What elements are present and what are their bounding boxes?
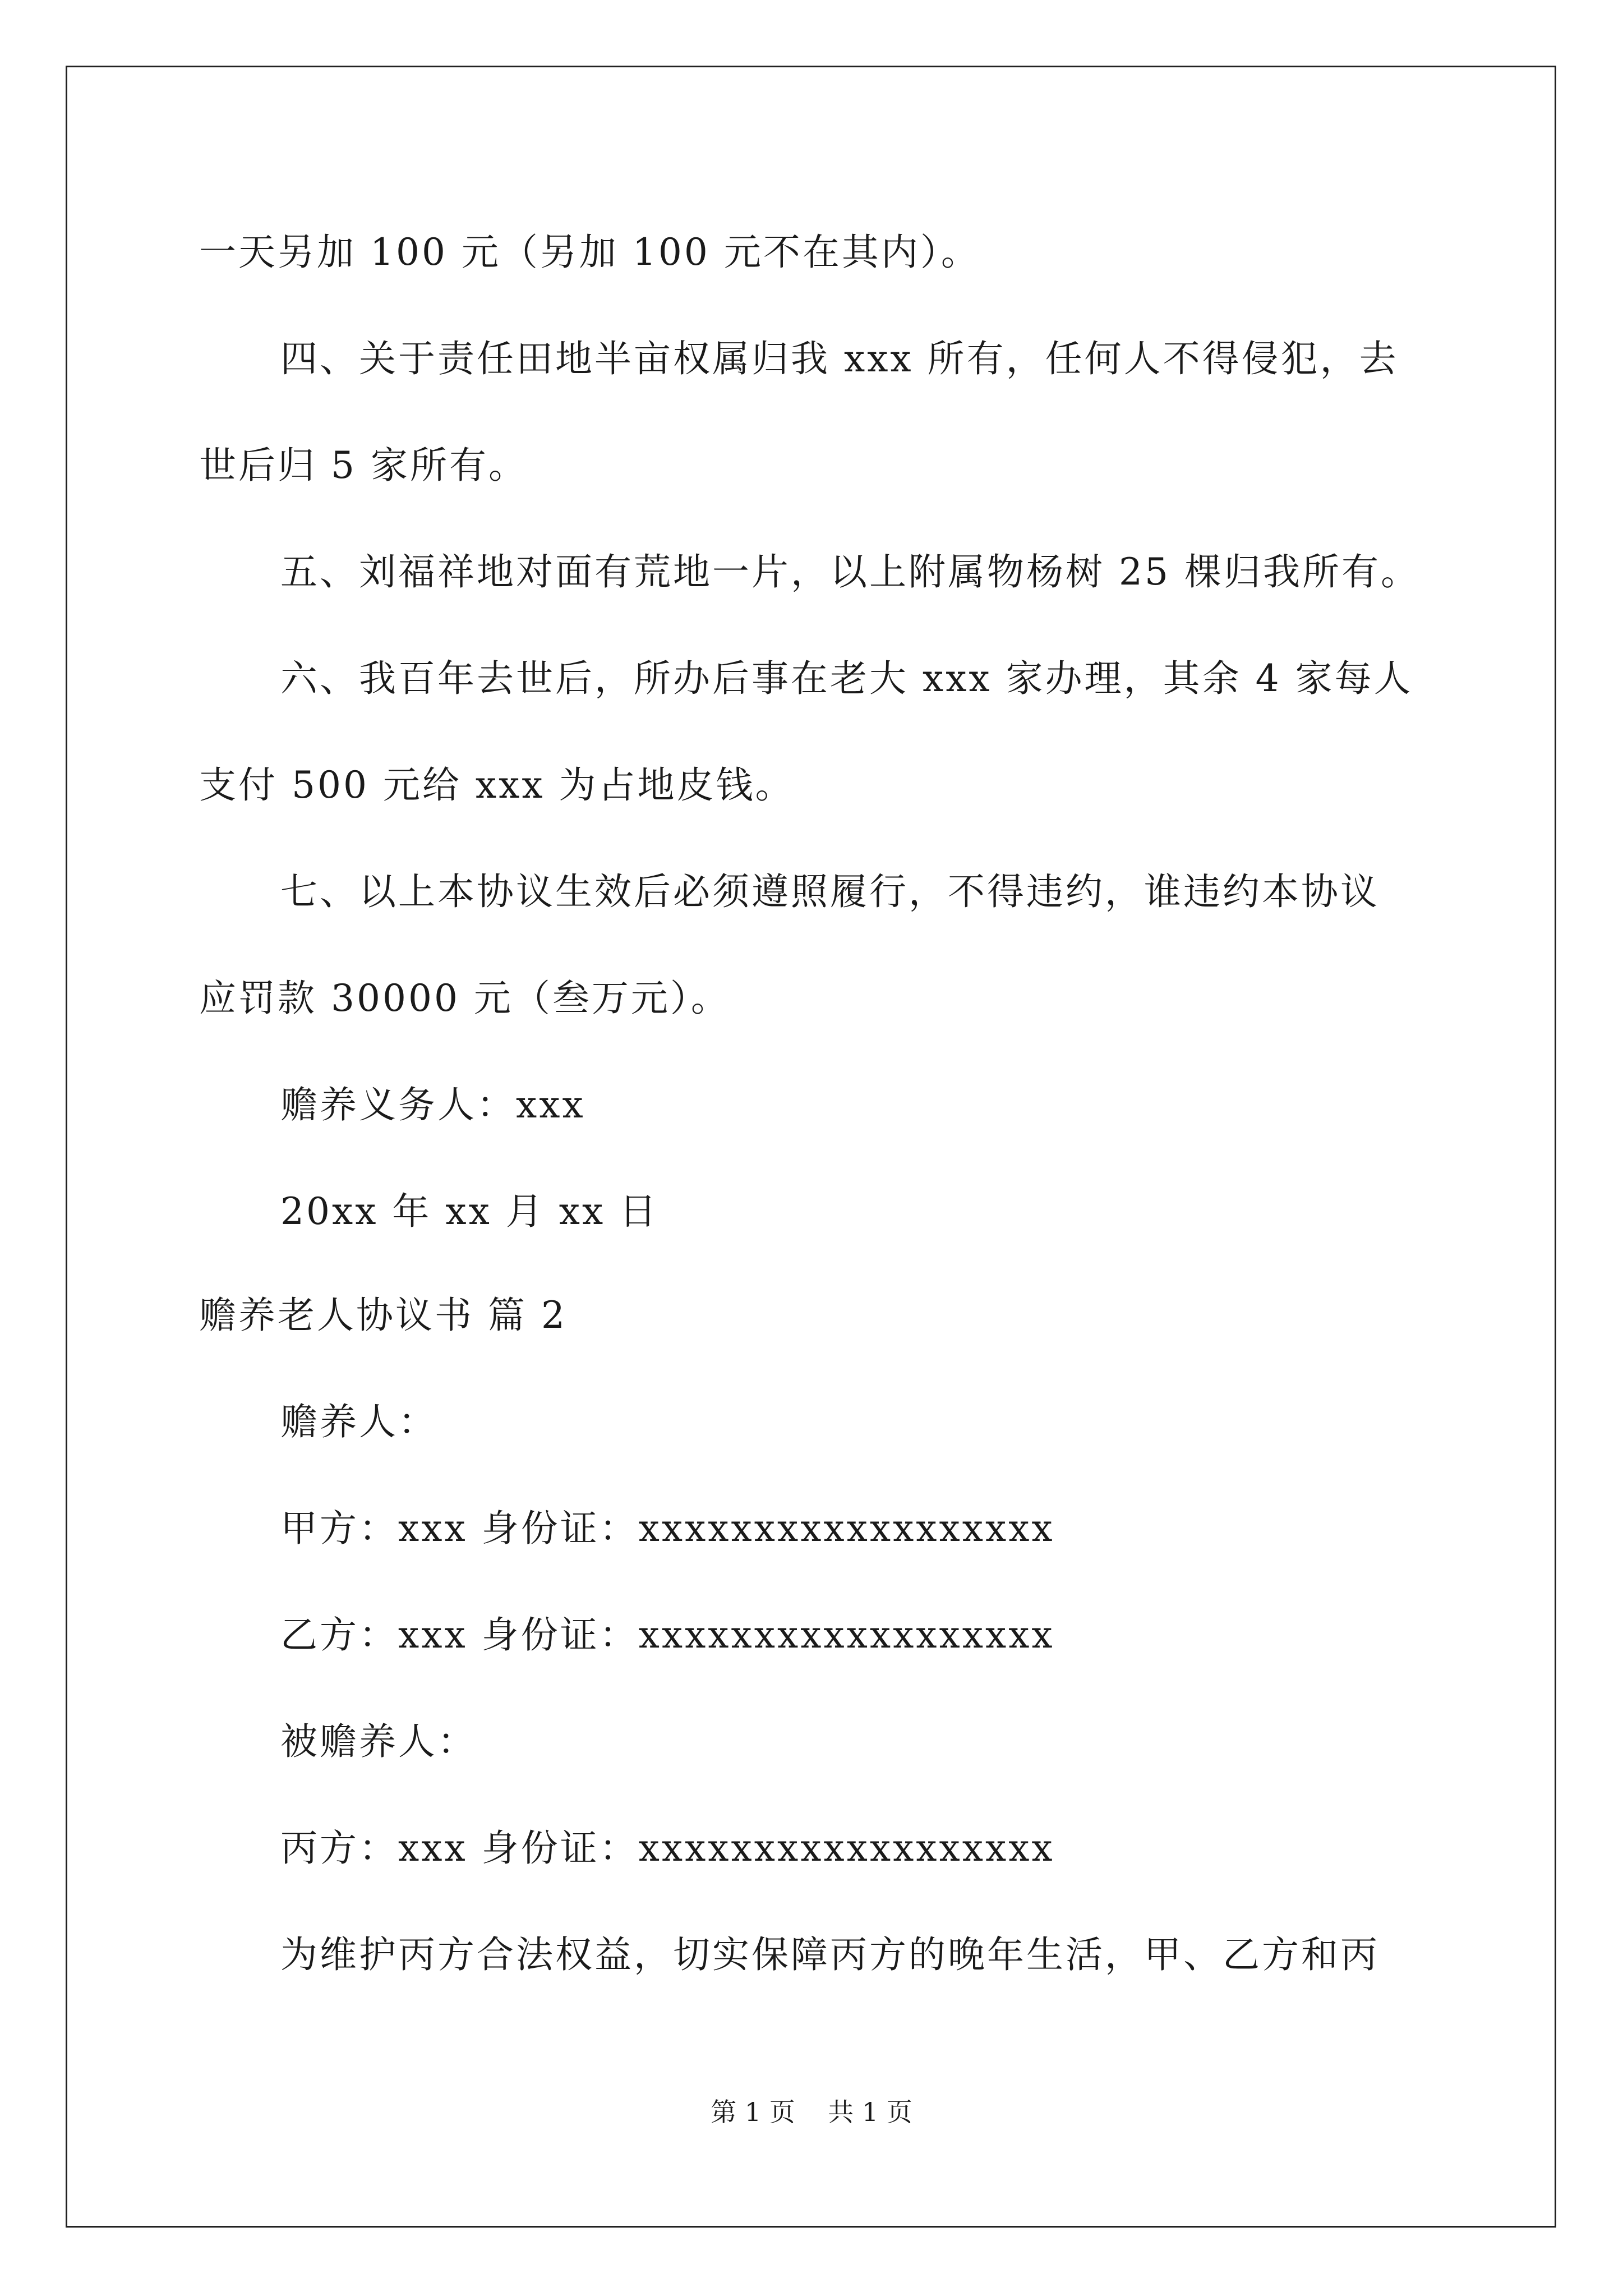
page-number-footer: 第 1 页 共 1 页 (711, 2097, 912, 2127)
party-a-line: 甲方：xxx 身份证：xxxxxxxxxxxxxxxxxx (280, 1507, 1055, 1550)
text-line-2: 四、关于责任田地半亩权属归我 xxx 所有，任何人不得侵犯，去 (280, 337, 1399, 380)
text-line-6: 支付 500 元给 xxx 为占地皮钱。 (199, 763, 795, 807)
text-line-5: 六、我百年去世后，所办后事在老大 xxx 家办理，其余 4 家每人 (280, 657, 1413, 700)
text-line-1: 一天另加 100 元（另加 100 元不在其内）。 (199, 231, 980, 274)
supported-label: 被赡养人： (280, 1720, 477, 1763)
section-heading: 赡养老人协议书 篇 2 (199, 1294, 567, 1337)
text-line-4: 五、刘福祥地对面有荒地一片，以上附属物杨树 25 棵归我所有。 (280, 550, 1420, 593)
party-c-line: 丙方：xxx 身份证：xxxxxxxxxxxxxxxxxx (280, 1826, 1055, 1870)
date-line: 20xx 年 xx 月 xx 日 (280, 1190, 659, 1233)
text-line-3: 世后归 5 家所有。 (199, 444, 528, 487)
text-line-7: 七、以上本协议生效后必须遵照履行，不得违约，谁违约本协议 (280, 870, 1380, 913)
text-line-8: 应罚款 30000 元（叁万元）。 (199, 977, 730, 1020)
text-line-17: 为维护丙方合法权益，切实保障丙方的晚年生活，甲、乙方和丙 (280, 1933, 1380, 1976)
page-border (66, 66, 1556, 2228)
obligor-signature-line: 赡养义务人：xxx (280, 1083, 585, 1126)
party-b-line: 乙方：xxx 身份证：xxxxxxxxxxxxxxxxxx (280, 1613, 1055, 1657)
supporter-label: 赡养人： (280, 1400, 437, 1443)
